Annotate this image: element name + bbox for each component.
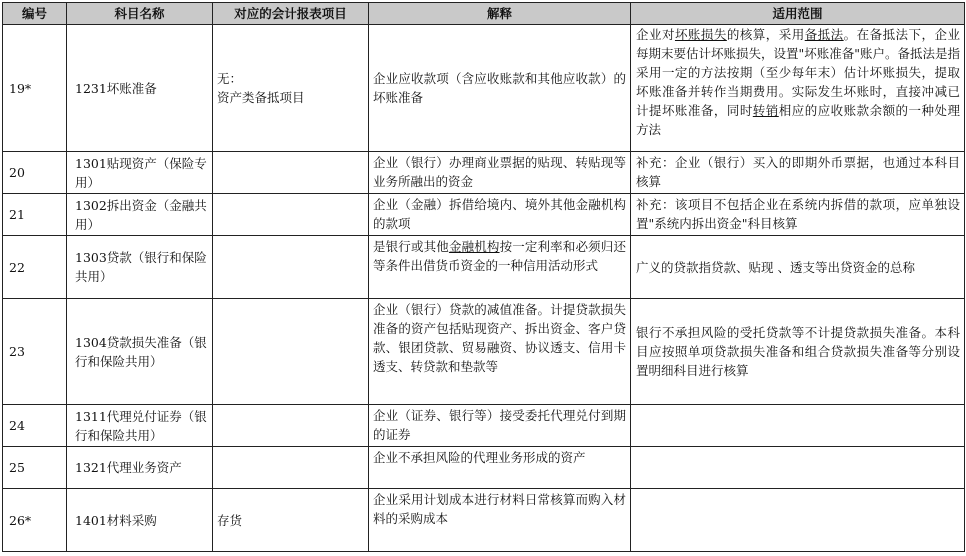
row-no: 24 [3,405,67,447]
table-row [3,405,965,447]
row-scope [631,405,965,447]
row-explanation: 企业应收款项（含应收账款和其他应收款）的坏账准备 [369,25,631,152]
row-name: 1311代理兑付证券（银行和保险共用） [67,405,213,447]
row-name: 1231坏账准备 [67,25,213,152]
row-no: 23 [3,299,67,405]
row-report-item [213,152,369,194]
report-item-line: 无： [217,71,243,86]
table-row [3,236,965,299]
scope-link-allowance-method[interactable]: 备抵法 [804,27,844,42]
row-report-item [213,236,369,299]
row-report-item [213,447,369,489]
table-row [3,25,965,152]
row-scope [631,447,965,489]
row-report-item [213,405,369,447]
table-row [3,447,965,489]
header-name: 科目名称 [67,3,213,25]
row-explanation: 企业采用计划成本进行材料日常核算而购入材料的采购成本 [369,489,631,552]
row-scope [631,25,965,152]
row-explanation: 企业（银行）办理商业票据的贴现、转贴现等业务所融出的资金 [369,152,631,194]
header-no: 编号 [3,3,67,25]
row-explanation [369,236,631,299]
row-scope: 补充：企业（银行）买入的即期外币票据，也通过本科目核算 [631,152,965,194]
row-name: 1302拆出资金（金融共用） [67,194,213,236]
row-no: 22 [3,236,67,299]
scope-text: 企业对 [636,27,675,42]
row-name: 1303贷款（银行和保险共用） [67,236,213,299]
row-scope: 补充：该项目不包括企业在系统内拆借的款项，应单独设置"系统内拆出资金"科目核算 [631,194,965,236]
row-no: 26* [3,489,67,552]
row-scope: 广义的贷款指贷款、贴现 、透支等出贷资金的总称 [631,236,965,299]
row-explanation: 企业（银行）贷款的减值准备。计提贷款损失准备的资产包括贴现资产、拆出资金、客户贷款、银团贷款、贸易融资、协议透支、信用卡透支、转贷款和垫款等 [369,299,631,405]
row-report-item [213,194,369,236]
explanation-text: 按一定利率和必须归还等条件出借货币资金的一种信用活动形式 [373,239,626,273]
row-scope: 银行不承担风险的受托贷款等不计提贷款损失准备。本科目应按照单项贷款损失准备和组合贷款损失准备等分别设置明细科目进行核算 [631,299,965,405]
header-report-item: 对应的会计报表项目 [213,3,369,25]
explanation-link-financial-institution[interactable]: 金融机构 [448,239,500,254]
row-no: 21 [3,194,67,236]
scope-text: 相应的应收账款余额的一种处理方法 [636,103,960,137]
scope-link-write-off[interactable]: 转销 [752,103,779,118]
row-explanation: 企业（证券、银行等）接受委托代理兑付到期的证券 [369,405,631,447]
table-row [3,299,965,405]
row-name: 1321代理业务资产 [67,447,213,489]
scope-link-bad-debt-loss[interactable]: 坏账损失 [674,27,727,42]
row-report-item [213,299,369,405]
table-row [3,152,965,194]
row-explanation: 企业不承担风险的代理业务形成的资产 [369,447,631,489]
header-row [3,3,965,25]
row-explanation: 企业（金融）拆借给境内、境外其他金融机构的款项 [369,194,631,236]
row-report-item: 存货 [213,489,369,552]
table-row [3,489,965,552]
header-explanation: 解释 [369,3,631,25]
accounting-subjects-table [2,2,965,552]
report-item-line: 资产类备抵项目 [217,90,305,105]
row-report-item [213,25,369,152]
table-row [3,194,965,236]
row-name: 1401材料采购 [67,489,213,552]
header-scope: 适用范围 [631,3,965,25]
row-scope [631,489,965,552]
row-no: 25 [3,447,67,489]
scope-text: 的核算，采用 [726,27,805,42]
scope-text: 。在备抵法下，企业每期末要估计坏账损失，设置"坏账准备"账户。备抵法是指采用一定的方法按期（至少每年末）估计坏账损失，提取坏账准备并转作当期费用。实际发生坏账时，直接冲减已计提坏账准备，同时 [636,27,961,118]
explanation-text: 是银行或其他 [373,239,449,254]
row-name: 1301贴现资产（保险专用） [67,152,213,194]
row-no: 19* [3,25,67,152]
row-name: 1304贷款损失准备（银行和保险共用） [67,299,213,405]
row-no: 20 [3,152,67,194]
